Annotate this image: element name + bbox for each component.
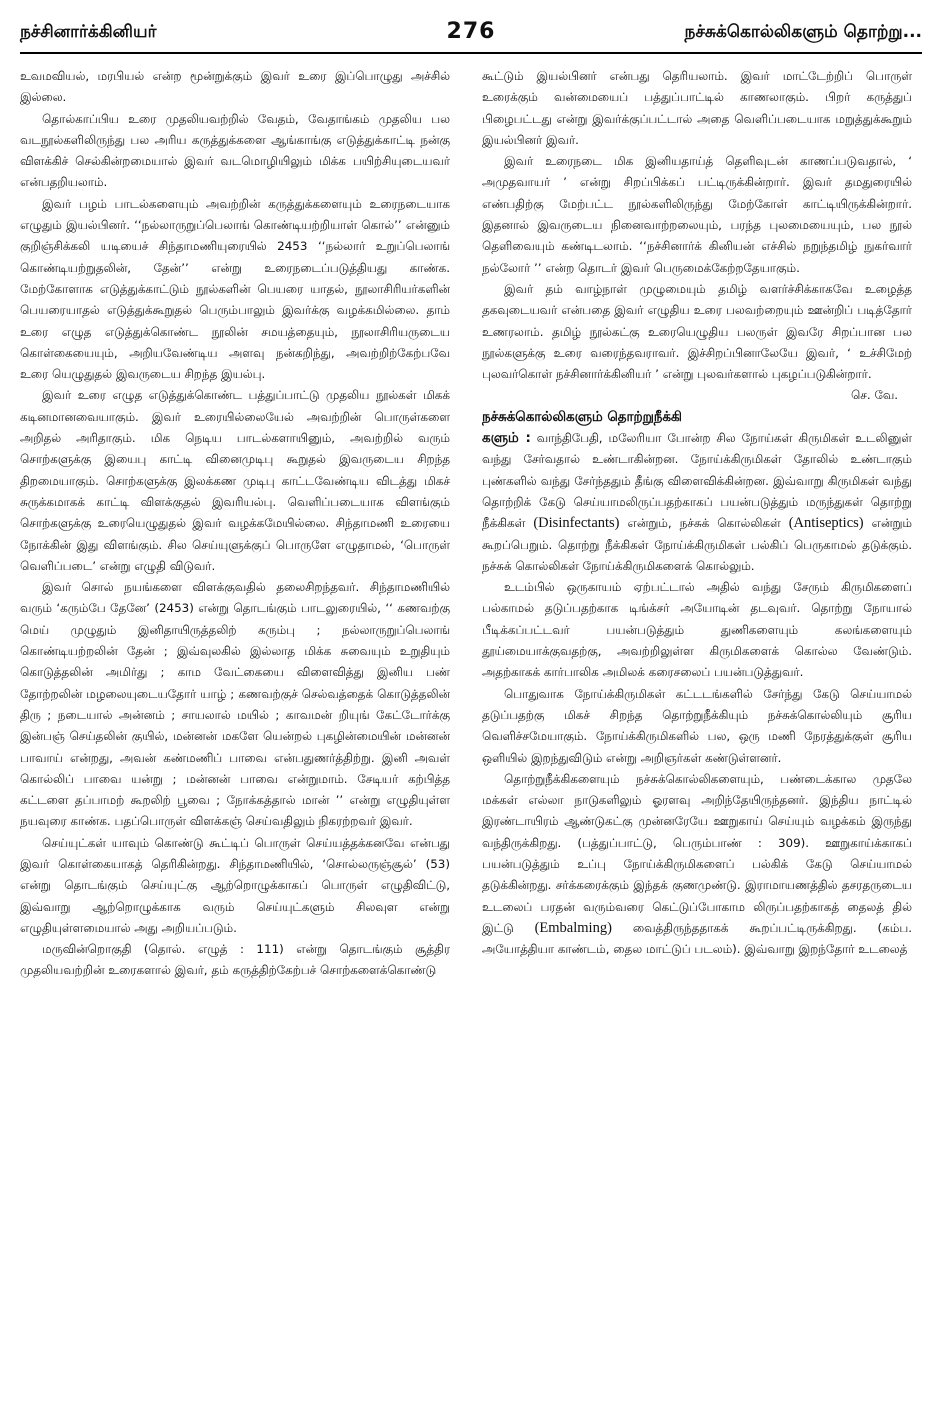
english-term: (Antiseptics) [788,515,864,532]
paragraph: இவர் பழம் பாடல்களையும் அவற்றின் கருத்துக்களையும் உரைநடையாக எழுதும் இயல்பினர். ‘‘நல்லாருறுப்பெலாங் கொண்டியற்றியாள் கொல்’’ என்னும் குறிஞ்சிக்கலி யடியைச் சிந்தாமணியுரையில் 2453 ‘‘நல்லார் உறுப்பெலாங் கொண்டியற்றுதலின், தேன்’’ என்று உரைநடைப்படுத்தியது காண்க. மேற்கோளாக எடுத்துக்காட்டும் நூல்களின் பெயரை யாதல், நூலாசிரியர்களின் பெயரையாதல் எடுத்துக்கூறுதல் பெரும்பாலும் இவர்க்கு வழக்கமில்லை. தாம் உரை எழுத எடுத்துக்கொண்ட நூலின் சமயத்தையும், நூலாசிரியருடைய கொள்கையையும், அறியவேண்டிய அளவு நன்கறிந்து, அவற்றிற்கேற்பவே உரை யெழுதுதல் இவருடைய சிறந்த இயல்பு. [20,196,450,382]
paragraph: மருவின்றொகுதி (தொல். எழுத் : 111) என்று தொடங்கும் சூத்திர முதலியவற்றின் உரைகளால் இவர், தம் கருத்திற்கேற்பச் சொற்களைக்கொண்டு [20,942,450,978]
paragraph: கூட்டும் இயல்பினர் என்பது தெரியலாம். இவர் மாட்டேற்றிப் பொருள் உரைக்கும் வன்மையைப் பத்துப்பாட்டில் காணலாகும். பிறர் கருத்துப் பிழைபட்டது என்று இவர்க்குப்பட்டால் அதை வெளிப்படையாக மறுத்துக்கூறும் இயல்பினர் இவர். [482,69,912,147]
paragraph: இவர் உரைநடை மிக இனியதாய்த் தெளிவுடன் காணப்படுவதால், ‘ அமுதவாயர் ’ என்று சிறப்பிக்கப் பட்டிருக்கின்றார். இவர் தமதுரையில் எண்பதிற்கு மேற்பட்ட நூல்களிலிருந்து மேற்கோள் காட்டியிருக்கின்றார். இதனால் இவருடைய நினைவாற்றலையும், பரந்த புலமையையும், பல நூல் தெளிவையும் கண்டிடலாம். ‘‘நச்சினார்க் கினியன் எச்சில் நறுந்தமிழ் நுகர்வார் நல்லோர் ’’ என்ற தொடர் இவர் பெருமைக்கேற்றதேயாகும். [482,154,912,275]
paragraph: இவர் தம் வாழ்நாள் முழுமையும் தமிழ் வளர்ச்சிக்காகவே உழைத்த தகவுடையவர் என்பதை இவர் எழுதிய உரை பலவற்றையும் ஊன்றிப் படித்தோர் உணரலாம். தமிழ் நூல்கட்கு உரையெழுதிய பலருள் இவரே சிறப்பான பல நூல்களுக்கு உரை வரைந்தவராவர். இச்சிறப்பினாலேயே இவர், ‘ உச்சிமேற் புலவர்கொள் நச்சினார்க்கினியர் ’ என்று புலவர்களால் புகழப்படுகின்றார். [482,281,912,382]
right-column [482,66,912,1411]
paragraph: இவர் உரை எழுத எடுத்துக்கொண்ட பத்துப்பாட்டு முதலிய நூல்கள் மிகக் கடினமானவையாகும். இவர் உரையில்லையேல் அவற்றின் பொருள்களை அறிதல் அரிதாகும். மிக நெடிய பாடல்களாயினும், அவற்றில் வரும் சொற்களுக்கு இயைபு காட்டி வினைமுடிபு கூறுதல் இவருடைய சிறந்த திறமையாகும். சொற்களுக்கு இலக்கண முடிபு காட்டவேண்டிய விடத்து மிகச் சுருக்கமாகக் காட்டி விளக்குதல் இவரியல்பு. வெளிப்படையாக விளங்கும் சொற்களுக்கு உரையெழுதுதல் இவர் வழக்கமேயில்லை. சிந்தாமணி உரையை நோக்கின் இது விளங்கும். சில செய்யுளுக்குப் பொருளே எழுதாமல், ‘பொருள் வெளிப்படை’ என்று எழுதி விடுவர். [20,388,450,573]
english-term: (Embalming) [534,919,612,936]
paragraph: உடம்பில் ஒருகாயம் ஏற்பட்டால் அதில் வந்து சேரும் கிருமிகளைப் பல்காமல் தடுப்பதற்காக டிங்க்சர் அயோடின் தடவுவர். தொற்று நோயால் பீடிக்கப்பட்டவர் பயன்படுத்தும் துணிகளையும் கலங்களையும் தூய்மையாக்குவதற்கு, அவற்றிலுள்ள கிருமிகளைக் கொல்ல வேண்டும். அதற்காகக் கார்பாலிக அமிலக் கரைசலைப் பயன்படுத்துவர். [482,580,912,680]
paragraph: செய்யுட்கள் யாவும் கொண்டு கூட்டிப் பொருள் செய்யத்தக்கனவே என்பது இவர் கொள்கையாகத் தெரிகின்றது. சிந்தாமணியில், ‘சொல்லருஞ்சூல்’ (53) என்று தொடங்கும் செய்யுட்கு ஆற்றொழுக்காகப் பொருள் எழுதிவிட்டு, இவ்வாறு ஆற்றொழுக்காக வரும் செய்யுட்களும் சிலவுள என்று எழுதியுள்ளமையால் அது அறியப்படும். [20,835,450,935]
section-title-continued: களும் : [482,431,531,447]
page-number: 276 [446,19,496,44]
english-term: (Disinfectants) [533,515,620,532]
signature-text: செ. வே. [851,388,898,403]
left-column [20,66,450,1411]
author-signature [482,385,912,406]
paragraph: தொல்காப்பிய உரை முதலியவற்றில் வேதம், வேதாங்கம் முதலிய பல வடநூல்களிலிருந்து பல அரிய கருத்துக்களை ஆங்காங்கு எடுத்துக்காட்டி நன்கு விளக்கிச் செல்கின்றமையால் இவர் வடமொழியிலும் மிக்க பயிற்சியுடையவர் என்பதறியலாம். [20,111,450,190]
paragraph [482,769,912,961]
section-paragraph [482,407,912,577]
paragraph: பொதுவாக நோய்க்கிருமிகள் கட்டடங்களில் சேர்ந்து கேடு செய்யாமல் தடுப்பதற்கு மிகச் சிறந்த தொற்றுநீக்கியும் நச்சுக்கொல்லியும் சூரிய வெளிச்சமேயாகும். நோய்க்கிருமிகளில் பல, ஒரு மணி நேரத்துக்குள் சூரிய ஒளியில் இறந்துவிடும் என்று அறிஞர்கள் கண்டுள்ளனர். [482,686,912,765]
paragraph-text: வாந்திபேதி, மலேரியா போன்ற சில நோய்கள் கிருமிகள் உடலினுள் வந்து சேர்வதால் உண்டாகின்றன. நோய்க்கிருமிகள் தோலில் உண்டாகும் புண்களில் வந்து சேர்ந்ததும் தீங்கு விளைவிக்கின்றன. இவ்வாறு கிருமிகள் வந்து தொற்றிக் கேடு செய்யாமலிருப்பதற்காகப் பயன்படுத்தும் மருந்துகள் தொற்று நீக்கிகள் [482,431,912,531]
section-title: நச்சுக்கொல்லிகளும் தொற்றுநீக்கி [482,409,682,425]
paragraph-text: வைத்திருந்ததாகக் கூறப்பட்டிருக்கிறது. (கம்ப. அயோத்தியா காண்டம், தைல மாட்டுப் படலம்). இவ்வாறு இறந்தோர் உடலைத் [482,920,912,957]
paragraph: உவமவியல், மரபியல் என்ற மூன்றுக்கும் இவர் உரை இப்பொழுது அச்சில் இல்லை. [20,69,450,105]
paragraph-text: என்றும் கூறப்பெறும். தொற்று நீக்கிகள் நோய்க்கிருமிகள் பல்கிப் பெருகாமல் தடுக்கும். நச்சுக் கொல்லிகள் நோய்க்கிருமிகளைக் கொல்லும். [482,516,912,573]
paragraph-text: தொற்றுநீக்கிகளையும் நச்சுக்கொல்லிகளையும், பண்டைக்கால முதலே மக்கள் எல்லா நாடுகளிலும் ஓரளவு அறிந்தேயிருந்தனர். இந்திய நாட்டில் இரண்டாயிரம் ஆண்டுகட்கு முன்னரேயே ஊறுகாய் செய்யும் வழக்கம் இருந்து வந்திருக்கிறது. (பத்துப்பாட்டு, பெரும்பாண் : 309). ஊறுகாய்க்காகப் பயன்படுத்தும் உப்பு நோய்க்கிருமிகளைப் பல்கிக் கேடு செய்யாமல் தடுக்கின்றது. சர்க்கரைக்கும் இந்தக் குணமுண்டு. இராமாயணத்தில் தசரதருடைய உடலைப் பரதன் வரும்வரை கெட்டுப்போகாம லிருப்பதற்காகத் தைலத் தில் இட்டு [482,771,912,935]
running-title-right: நச்சுக்கொல்லிகளும் தொற்று... [684,22,922,42]
paragraph: இவர் சொல் நயங்களை விளக்குவதில் தலைசிறந்தவர். சிந்தாமணியில் வரும் ‘கரும்பே தேனே’ (2453) என்று தொடங்கும் பாடலுரையில், ‘‘ கணவற்கு மெய் முழுதும் இனிதாயிருத்தலிற் கரும்பு ; நல்லாருறுப்பெலாங் கொண்டியற்றலின் தேன் ; இவ்வுலகில் இல்லாத மிக்க சுவையும் உறுதியும் கொடுத்தலின் அமிர்து ; காம வேட்கையை விளைவித்து இனிய பண் தோற்றலின் மழலையுடையதோர் யாழ் ; கணவற்குச் செல்வத்தைக் கொடுத்தலின் திரு ; நடையால் அன்னம் ; சாயலால் மயில் ; காவமன் றியுங் கேட்டோர்க்கு இன்பஞ் செய்தலின் குயில், மன்னன் மகளே யென்றல் புகழின்மையின் மன்னன் பாவாய் என்றது, அவன் கண்மணிப் பாவை என்பதுணர்த்திற்று. இனி அவள் கொல்லிப் பாவை யன்று ; மன்னன் பாவை என்றுமாம். சேடியர் கற்பித்த கட்டளை தப்பாமற் கூறலிற் பூவை ; நோக்கத்தால் மான் ’’ என்று எழுதியுள்ள நயவுரை காண்க. பதப்பொருள் விளக்கஞ் செய்வதிலும் நிகரற்றவர் இவர். [20,580,450,829]
page-header [20,19,922,54]
paragraph-text: என்றும், நச்சுக் கொல்லிகள் [619,516,789,531]
running-title-left: நச்சினார்க்கினியர் [20,22,157,42]
